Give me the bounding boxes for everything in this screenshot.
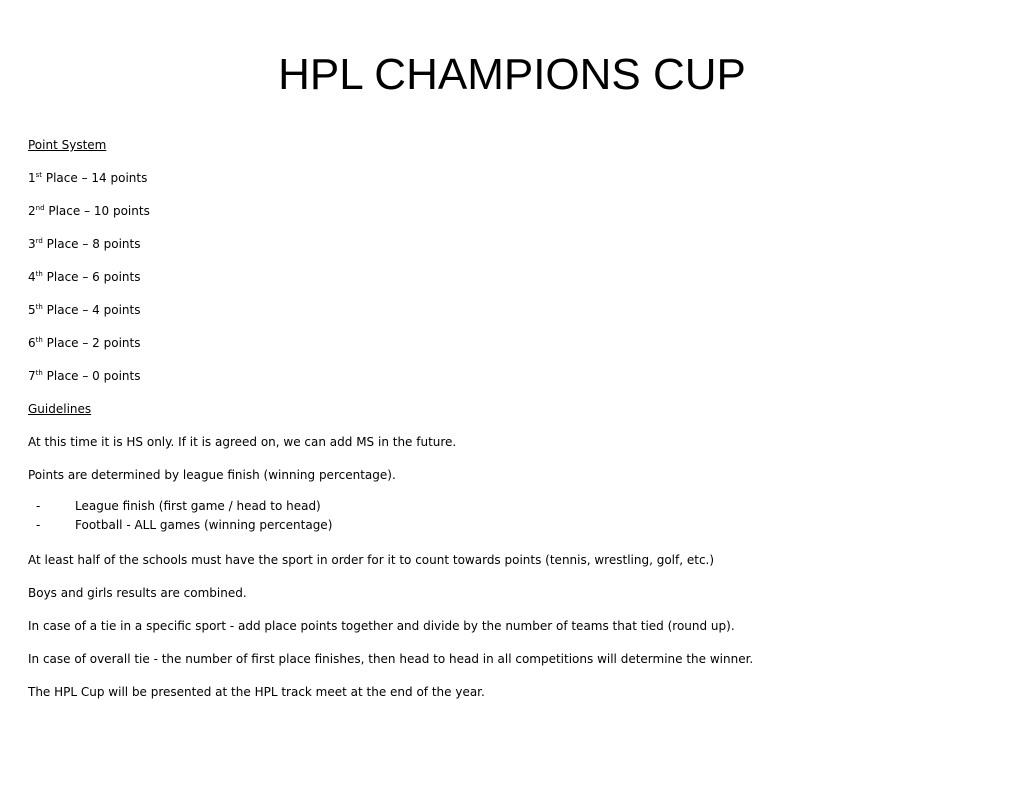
bullet-dash: - [36,518,41,532]
place-number: 5 [28,303,36,317]
bullet-dash: - [36,499,41,513]
page-title: HPL CHAMPIONS CUP [278,50,746,99]
place-suffix: th [35,369,43,377]
place-line-6 [28,334,988,352]
place-line-1 [28,169,988,187]
place-number: 4 [28,270,36,284]
place-suffix: th [35,303,43,311]
place-points: Place – 8 points [42,237,141,251]
place-suffix: st [35,171,43,179]
place-line-7 [28,367,988,385]
guideline-presented: The HPL Cup will be presented at the HPL track meet at the end of the year. [28,685,485,699]
list-item-text: League finish (first game / head to head) [75,499,321,513]
guideline-tie-overall: In case of overall tie - the number of first place finishes, then head to head in all competitions will determine the winner. [28,652,754,666]
guidelines-heading: Guidelines [28,402,92,416]
place-number: 6 [28,336,36,350]
guideline-combined: Boys and girls results are combined. [28,586,247,600]
guideline-hs-only: At this time it is HS only. If it is agreed on, we can add MS in the future. [28,435,457,449]
place-suffix: th [35,270,43,278]
place-points: Place – 6 points [42,270,141,284]
place-number: 1 [28,171,36,185]
place-suffix: nd [35,204,45,212]
list-item-text: Football - ALL games (winning percentage) [75,518,333,532]
point-system-heading: Point System [28,138,107,152]
place-number: 3 [28,237,36,251]
place-points: Place – 14 points [42,171,148,185]
place-points: Place – 4 points [42,303,141,317]
place-points: Place – 10 points [44,204,150,218]
list-item [28,497,988,516]
list-item [28,516,988,535]
guideline-half-schools: At least half of the schools must have the sport in order for it to count towards points (tennis, wrestling, golf, etc.) [28,553,715,567]
place-points: Place – 0 points [42,369,141,383]
place-line-5 [28,301,988,319]
place-points: Place – 2 points [42,336,141,350]
document-body [28,136,988,716]
guideline-tie-sport: In case of a tie in a specific sport - add place points together and divide by the number of teams that tied (round up). [28,619,735,633]
place-line-3 [28,235,988,253]
place-line-2 [28,202,988,220]
place-number: 2 [28,204,36,218]
guideline-determined: Points are determined by league finish (winning percentage). [28,468,396,482]
place-suffix: th [35,336,43,344]
place-line-4 [28,268,988,286]
place-number: 7 [28,369,36,383]
league-finish-list [28,497,988,535]
place-suffix: rd [35,237,43,245]
